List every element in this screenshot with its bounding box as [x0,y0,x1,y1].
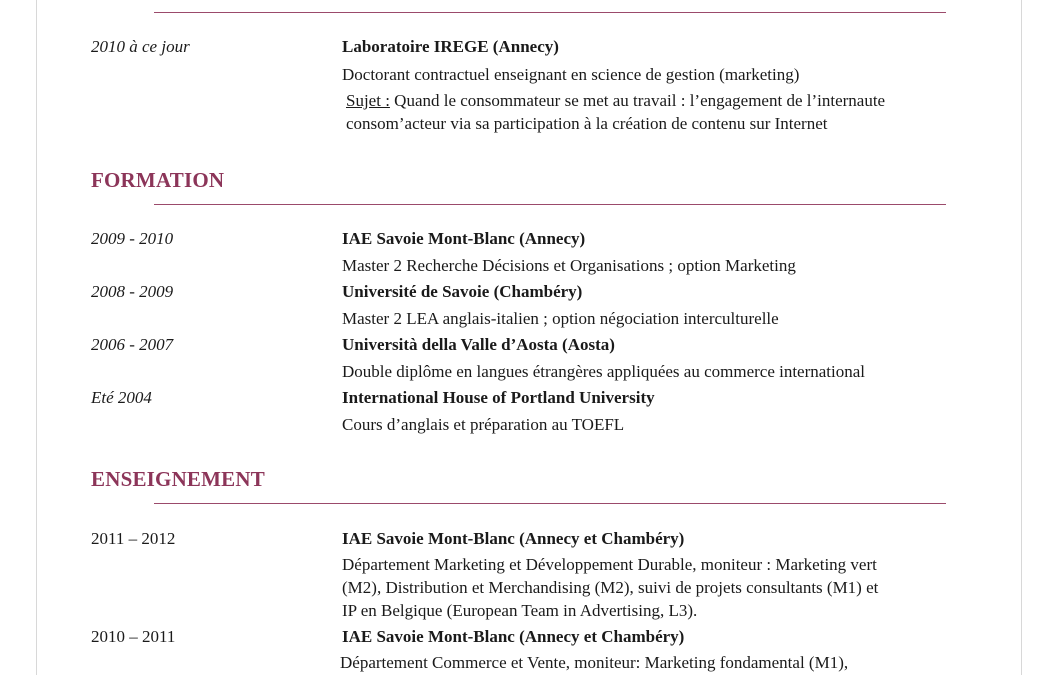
section-rule-experience [154,12,946,13]
formation-institution-2: Université de Savoie (Chambéry) [342,282,583,301]
formation-institution-1: IAE Savoie Mont-Blanc (Annecy) [342,229,586,248]
experience-subject-line2: consom’acteur via sa participation à la création de contenu sur Internet [346,114,828,133]
enseignement-date-2: 2010 – 2011 [91,627,176,646]
section-rule-formation [154,204,946,205]
enseignement-line-1-2: (M2), Distribution et Merchandising (M2), suivi de projets consultants (M1) et [342,578,879,597]
section-heading-enseignement: ENSEIGNEMENT [91,467,265,491]
section-heading-formation: FORMATION [91,168,225,192]
page-border-right [1021,0,1022,675]
enseignement-institution-2: IAE Savoie Mont-Blanc (Annecy et Chambéry) [342,627,685,646]
enseignement-date-1: 2011 – 2012 [91,529,176,548]
formation-institution-3: Università della Valle d’Aosta (Aosta) [342,335,615,354]
experience-institution: Laboratoire IREGE (Annecy) [342,37,559,56]
formation-date-2: 2008 - 2009 [91,282,174,301]
formation-date-3: 2006 - 2007 [91,335,174,354]
section-rule-enseignement [154,503,946,504]
experience-date: 2010 à ce jour [91,37,190,56]
enseignement-line-1-3: IP en Belgique (European Team in Advertising, L3). [342,601,698,620]
formation-description-4: Cours d’anglais et préparation au TOEFL [342,415,625,434]
formation-date-4: Eté 2004 [91,388,152,407]
formation-description-3: Double diplôme en langues étrangères appliquées au commerce international [342,362,866,381]
subject-line1: Quand le consommateur se met au travail : l’engagement de l’internaute [389,91,886,110]
enseignement-line-1-1: Département Marketing et Développement Durable, moniteur : Marketing vert [342,555,877,574]
subject-label: Sujet : [346,91,390,110]
enseignement-institution-1: IAE Savoie Mont-Blanc (Annecy et Chambéry) [342,529,685,548]
page-border-left [36,0,37,675]
enseignement-line-2-1: Département Commerce et Vente, moniteur: Marketing fondamental (M1), [340,653,849,672]
experience-role: Doctorant contractuel enseignant en science de gestion (marketing) [342,65,800,84]
formation-date-1: 2009 - 2010 [91,229,174,248]
formation-institution-4: International House of Portland University [342,388,655,407]
formation-description-2: Master 2 LEA anglais-italien ; option négociation interculturelle [342,309,779,328]
experience-subject [346,89,885,112]
formation-description-1: Master 2 Recherche Décisions et Organisations ; option Marketing [342,256,796,275]
